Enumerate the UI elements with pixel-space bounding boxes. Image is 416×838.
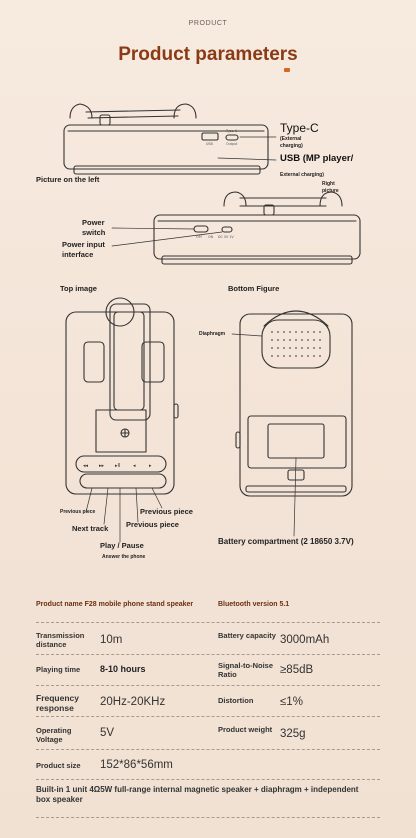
port-label-output: Output [226, 142, 238, 146]
switch-off-label: OFF [196, 235, 203, 239]
spec-divider [36, 716, 380, 717]
page-title: Product parameters [118, 44, 298, 65]
side-view-left-device [64, 104, 268, 174]
label-top-image: Top image [60, 284, 97, 293]
label-usb-note: External charging) [280, 172, 324, 178]
label-type-c: Type-C [280, 121, 319, 135]
bottom-view-device [236, 311, 352, 496]
playpause-glyph: ▸Ⅱ [115, 463, 120, 469]
spec-key: Product weight [218, 725, 273, 734]
spec-bluetooth: Bluetooth version 5.1 [218, 601, 290, 608]
side-view-right-device [154, 192, 360, 264]
title-accent-mark [284, 68, 290, 72]
label-previous-piece-c: Previous piece [126, 520, 179, 529]
label-previous-piece-b: Previous piece [140, 507, 193, 516]
spec-key: Product size [36, 761, 81, 770]
port-label-usb: USB [206, 142, 213, 146]
spec-divider [36, 685, 380, 686]
spec-value: 8-10 hours [100, 664, 146, 674]
spec-key: Frequency response [36, 693, 79, 714]
spec-key: Distortion [218, 696, 254, 705]
label-power-switch-2: switch [82, 228, 106, 237]
section-eyebrow: PRODUCT [188, 20, 228, 27]
label-power-input-2: interface [62, 250, 94, 259]
spec-value: 325g [280, 728, 306, 740]
spec-value: 3000mAh [280, 634, 330, 646]
spec-divider [36, 654, 380, 655]
spec-divider [36, 622, 380, 623]
product-diagram [0, 90, 416, 590]
spec-divider [36, 779, 380, 780]
label-answer-phone: Answer the phone [102, 554, 146, 560]
spec-footer-note: Built-in 1 unit 4Ω5W full-range internal magnetic speaker + diaphragm + independent box speaker [36, 785, 359, 804]
spec-key: Transmission distance [36, 631, 85, 649]
label-usb: USB (MP player/ [280, 153, 354, 164]
label-right-picture-1: Right [322, 181, 335, 187]
spec-divider [36, 749, 380, 750]
switch-on-label: ON [208, 235, 214, 239]
spec-value: ≤1% [280, 696, 303, 708]
spec-value: 5V [100, 727, 115, 739]
prev-glyph: ◂◂ [83, 463, 89, 469]
vol-up-glyph: ▸ [149, 463, 152, 469]
next-glyph: ▸▸ [99, 463, 105, 469]
label-type-c-note-1: (External [280, 136, 302, 142]
label-previous-piece-a: Previous piece [60, 509, 96, 515]
spec-table [0, 592, 416, 838]
spec-key: Signal-to-Noise Ratio [218, 661, 274, 679]
spec-value: 20Hz-20KHz [100, 696, 166, 708]
spec-value: 152*86*56mm [100, 759, 173, 771]
switch-dc-label: DC 5V 1V [218, 235, 234, 239]
spec-product-name: Product name F28 mobile phone stand speaker [36, 601, 194, 608]
vol-down-glyph: ◂ [133, 463, 136, 469]
spec-value: ≥85dB [280, 664, 314, 676]
label-battery-compartment: Battery compartment (2 18650 3.7V) [218, 537, 354, 546]
spec-value: 10m [100, 634, 123, 646]
spec-divider [36, 817, 380, 818]
spec-key: Playing time [36, 665, 81, 674]
spec-key: Operating Voltage [36, 726, 72, 744]
port-label-typec: Type-C [226, 129, 238, 133]
label-power-input-1: Power input [62, 240, 105, 249]
label-type-c-note-2: charging) [280, 143, 303, 149]
label-diaphragm: Diaphragm [199, 331, 226, 337]
label-right-picture-2: picture [322, 188, 339, 194]
label-power-switch-1: Power [82, 218, 105, 227]
label-picture-left: Picture on the left [36, 175, 100, 184]
spec-key: Battery capacity [218, 631, 276, 640]
label-play-pause: Play / Pause [100, 541, 144, 550]
label-next-track: Next track [72, 524, 109, 533]
label-bottom-figure: Bottom Figure [228, 284, 280, 293]
